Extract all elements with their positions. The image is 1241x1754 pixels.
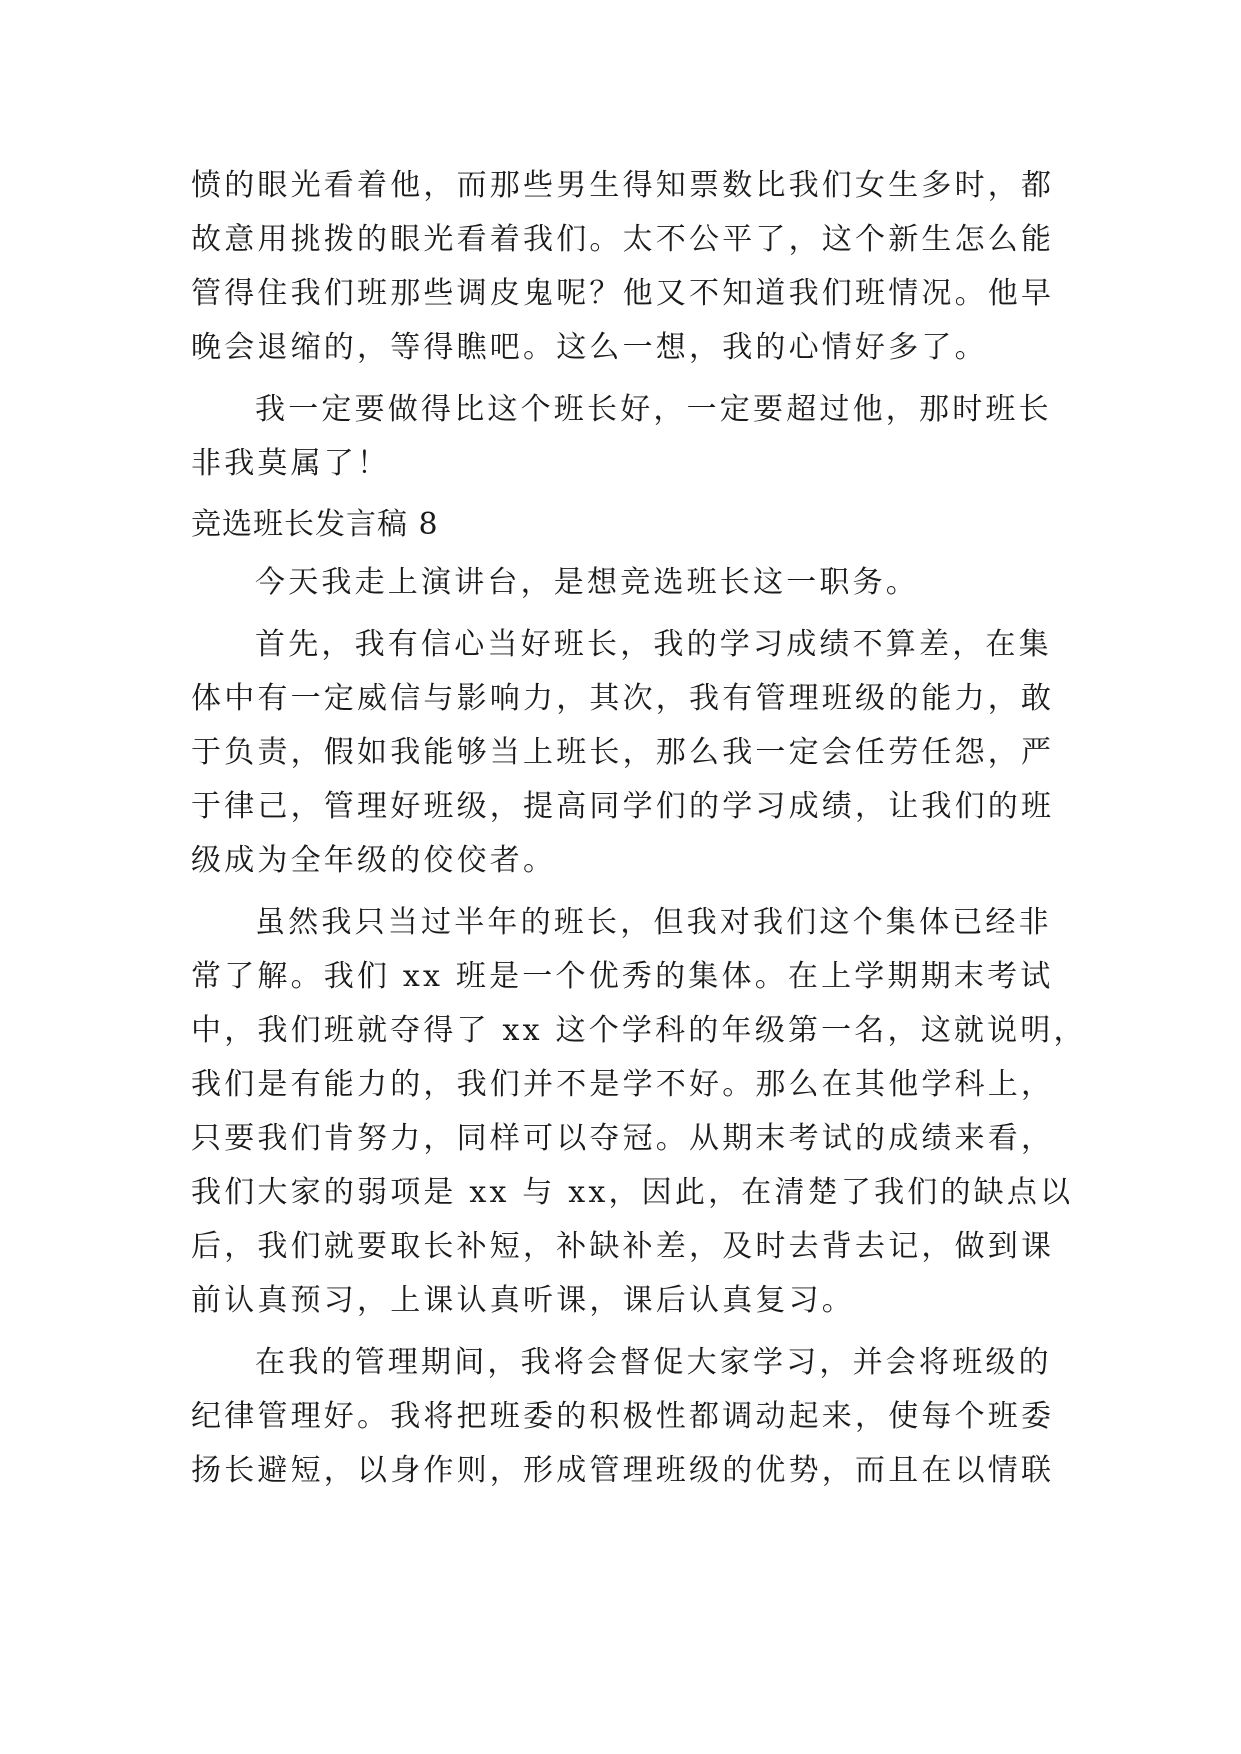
- body-line: 今天我走上演讲台，是想竞选班长这一职务。: [255, 565, 919, 600]
- body-line: 体中有一定威信与影响力，其次，我有管理班级的能力，敢: [191, 681, 1055, 716]
- body-line: 在我的管理期间，我将会督促大家学习，并会将班级的: [255, 1345, 1052, 1380]
- body-line: 于律己，管理好班级，提高同学们的学习成绩，让我们的班: [191, 789, 1055, 824]
- body-line: 中，我们班就夺得了 xx 这个学科的年级第一名，这就说明，: [191, 1013, 1087, 1048]
- body-line: 我们是有能力的，我们并不是学不好。那么在其他学科上，: [191, 1067, 1055, 1102]
- body-line: 管得住我们班那些调皮鬼呢？他又不知道我们班情况。他早: [191, 276, 1055, 311]
- body-line: 愤的眼光看着他，而那些男生得知票数比我们女生多时，都: [191, 168, 1055, 203]
- body-line: 常了解。我们 xx 班是一个优秀的集体。在上学期期末考试: [191, 959, 1054, 994]
- body-line: 只要我们肯努力，同样可以夺冠。从期末考试的成绩来看，: [191, 1121, 1055, 1156]
- body-line: 非我莫属了！: [191, 446, 391, 481]
- body-line: 晚会退缩的，等得瞧吧。这么一想，我的心情好多了。: [191, 330, 988, 365]
- body-line: 纪律管理好。我将把班委的积极性都调动起来，使每个班委: [191, 1399, 1055, 1434]
- section-heading: 竞选班长发言稿 8: [191, 507, 439, 542]
- body-line: 级成为全年级的佼佼者。: [191, 843, 557, 878]
- body-line: 于负责，假如我能够当上班长，那么我一定会任劳任怨，严: [191, 735, 1055, 770]
- body-line: 虽然我只当过半年的班长，但我对我们这个集体已经非: [255, 905, 1052, 940]
- body-line: 首先，我有信心当好班长，我的学习成绩不算差，在集: [255, 627, 1052, 662]
- body-line: 扬长避短，以身作则，形成管理班级的优势，而且在以情联: [191, 1453, 1055, 1488]
- body-line: 故意用挑拨的眼光看着我们。太不公平了，这个新生怎么能: [191, 222, 1055, 257]
- body-line: 后，我们就要取长补短，补缺补差，及时去背去记，做到课: [191, 1229, 1055, 1264]
- body-line: 前认真预习，上课认真听课，课后认真复习。: [191, 1283, 855, 1318]
- body-line: 我们大家的弱项是 xx 与 xx，因此，在清楚了我们的缺点以: [191, 1175, 1074, 1210]
- body-line: 我一定要做得比这个班长好，一定要超过他，那时班长: [255, 392, 1052, 427]
